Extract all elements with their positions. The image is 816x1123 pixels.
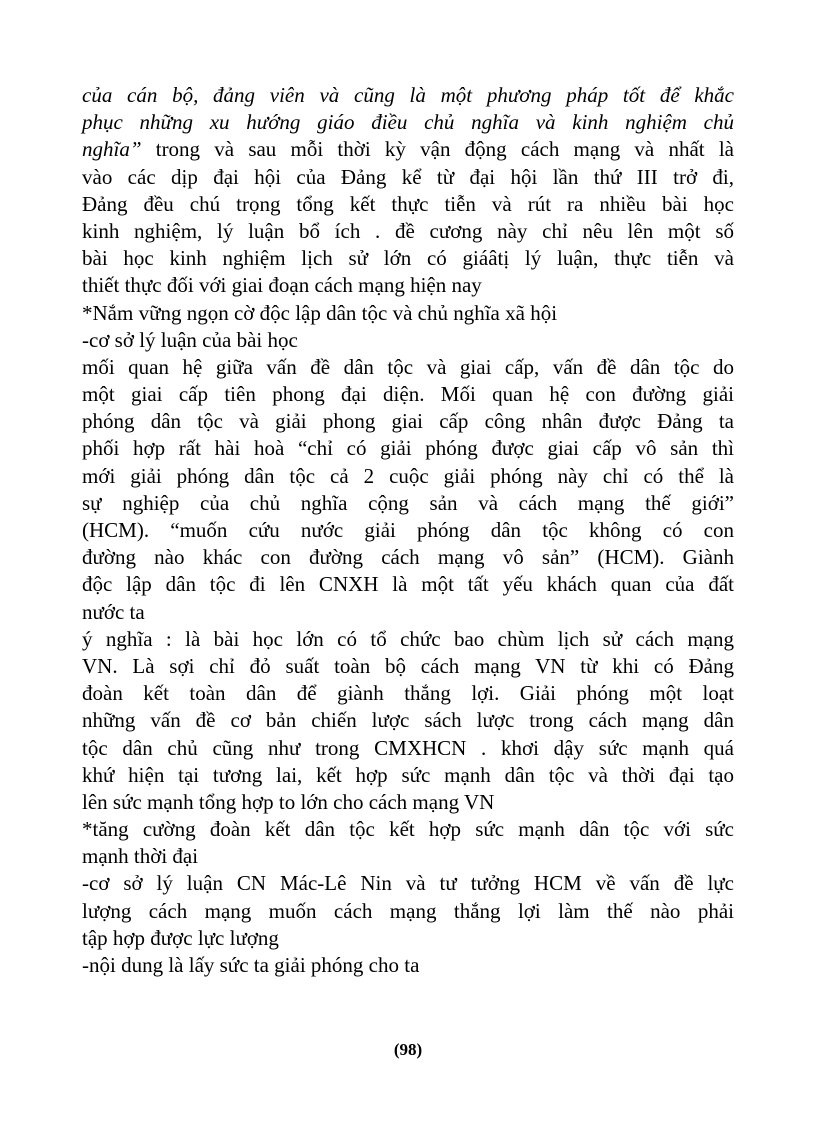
text-line: nước ta bbox=[82, 599, 145, 624]
text-line: của cán bộ, đảng viên và cũng là một phương pháp tốt để khắc bbox=[82, 83, 734, 107]
text-line: phục những xu hướng giáo điều chủ nghĩa và kinh nghiệm chủ bbox=[82, 110, 734, 135]
text-line: mạnh thời đại bbox=[82, 844, 199, 869]
subheading: -cơ sở lý luận CN Mác-Lê Nin và tư tưởng HCM về vấn đề lực bbox=[82, 871, 734, 896]
section-heading: *tăng cường đoàn kết dân tộc kết hợp sức mạnh dân tộc với sức bbox=[82, 817, 734, 842]
text-line: đoàn kết toàn dân để giành thắng lợi. Giải phóng một loạt bbox=[82, 681, 734, 706]
page-body bbox=[82, 82, 734, 979]
text-line: đường nào khác con đường cách mạng vô sản” (HCM). Giành bbox=[82, 545, 734, 570]
text-line-italic-part: nghĩa” bbox=[82, 137, 142, 162]
text-line: mới giải phóng dân tộc cả 2 cuộc giải phóng này chỉ có thể là bbox=[82, 463, 734, 488]
text-line: ý nghĩa : là bài học lớn có tổ chức bao chùm lịch sử cách mạng bbox=[82, 626, 734, 651]
text-line: những vấn đề cơ bản chiến lược sách lược trong cách mạng dân bbox=[82, 708, 734, 733]
text-line: lên sức mạnh tổng hợp to lớn cho cách mạng VN bbox=[82, 789, 495, 814]
text-line: kinh nghiệm, lý luận bổ ích . đề cương này chỉ nêu lên một số bbox=[82, 218, 734, 243]
text-line: độc lập dân tộc đi lên CNXH là một tất yếu khách quan của đất bbox=[82, 572, 734, 597]
section-heading: *Nắm vững ngọn cờ độc lập dân tộc và chủ nghĩa xã hội bbox=[82, 300, 558, 325]
text-line: tập hợp được lực lượng bbox=[82, 925, 279, 950]
text-line: thiết thực đối với giai đoạn cách mạng hiện nay bbox=[82, 273, 482, 298]
text-line: VN. Là sợi chỉ đỏ suất toàn bộ cách mạng VN từ khi có Đảng bbox=[82, 653, 734, 678]
text-line: mối quan hệ giữa vấn đề dân tộc và giai cấp, vấn đề dân tộc do bbox=[82, 354, 734, 379]
subheading: -nội dung là lấy sức ta giải phóng cho ta bbox=[82, 953, 420, 977]
text-line: tộc dân chủ cũng như trong CMXHCN . khơi dậy sức mạnh quá bbox=[82, 735, 734, 760]
text-line: lượng cách mạng muốn cách mạng thắng lợi làm thế nào phải bbox=[82, 898, 734, 923]
text-line: khứ hiện tại tương lai, kết hợp sức mạnh dân tộc và thời đại tạo bbox=[82, 762, 734, 787]
text-line: phóng dân tộc và giải phong giai cấp công nhân được Đảng ta bbox=[82, 409, 734, 434]
text-line: một giai cấp tiên phong đại diện. Mối quan hệ con đường giải bbox=[82, 382, 734, 407]
text-line-normal-part: trong và sau mỗi thời kỳ vận động cách mạng và nhất là bbox=[141, 137, 734, 162]
text-line: bài học kinh nghiệm lịch sử lớn có giáâtị lý luận, thực tiễn và bbox=[82, 246, 734, 271]
text-line: phối hợp rất hài hoà “chỉ có giải phóng được giai cấp vô sản thì bbox=[82, 436, 734, 461]
subheading: -cơ sở lý luận của bài học bbox=[82, 327, 298, 352]
text-line: (HCM). “muốn cứu nước giải phóng dân tộc không có con bbox=[82, 518, 734, 542]
text-line: sự nghiệp của chủ nghĩa cộng sản và cách mạng thế giới” bbox=[82, 490, 734, 515]
page-number: (98) bbox=[393, 1040, 423, 1059]
text-line: vào các dịp đại hội của Đảng kể từ đại hội lần thứ III trở đi, bbox=[82, 164, 734, 189]
text-line bbox=[82, 136, 734, 163]
text-line: Đảng đều chú trọng tổng kết thực tiễn và rút ra nhiều bài học bbox=[82, 191, 734, 216]
